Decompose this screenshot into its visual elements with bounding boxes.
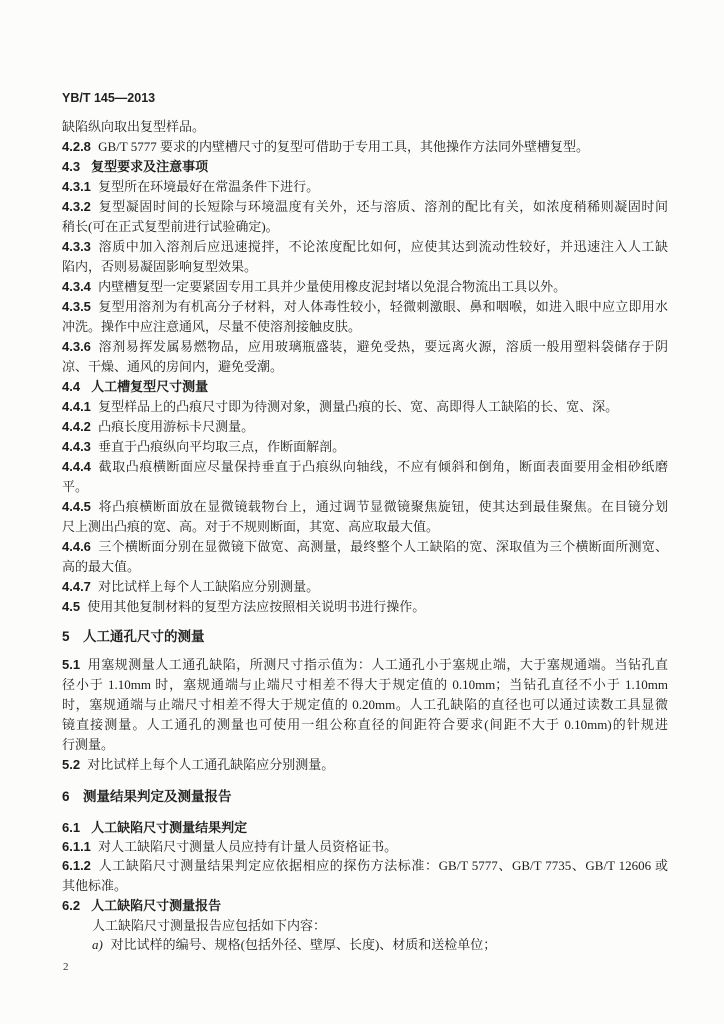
clause-text: 溶质中加入溶剂后应迅速搅拌，不论浓度配比如何，应使其达到流动性较好，并迅速注入人工缺 bbox=[98, 239, 668, 254]
clause-number: 6.1.2 bbox=[62, 858, 91, 873]
clause-number: 5.1 bbox=[62, 657, 81, 672]
heading-title: 复型要求及注意事项 bbox=[91, 159, 209, 174]
clause-4-4-4-line-2 bbox=[62, 477, 668, 497]
clause-6-1-1 bbox=[62, 837, 668, 857]
heading-number: 6 bbox=[62, 789, 70, 804]
clause-5-2 bbox=[62, 755, 668, 775]
heading-section-6 bbox=[62, 787, 668, 807]
clause-4-4-5-line-2 bbox=[62, 517, 668, 537]
heading-number: 5 bbox=[62, 629, 70, 644]
clause-4-4-6-line-1 bbox=[62, 537, 668, 557]
clause-text: 稍长(可在正式复型前进行试验确定)。 bbox=[62, 219, 279, 234]
clause-number: 4.4.1 bbox=[62, 399, 91, 414]
clause-text: 尺上测出凸痕的宽、高。对于不规则断面，其宽、高应取最大值。 bbox=[62, 519, 440, 534]
clause-text: 溶剂易挥发属易燃物品，应用玻璃瓶盛装，避免受热，要远离火源，溶质一般用塑料袋储存于阴 bbox=[98, 339, 668, 354]
clause-5-1-line-2 bbox=[62, 675, 668, 695]
clause-number: 6.1.1 bbox=[62, 839, 91, 854]
clause-text: 镜直接测量。人工通孔的测量也可使用一组公称直径的间距符合要求(间距不大于 0.10mm)的针规进 bbox=[62, 717, 668, 732]
clause-number: 4.4.7 bbox=[62, 579, 91, 594]
clause-4-5 bbox=[62, 597, 668, 617]
heading-number: 6.1 bbox=[62, 820, 81, 835]
clause-5-1-line-1 bbox=[62, 655, 668, 675]
list-item-label: a) bbox=[92, 937, 103, 952]
clause-4-3-1 bbox=[62, 177, 668, 197]
clause-4-4-4-line-1 bbox=[62, 457, 668, 477]
clause-4-4-3 bbox=[62, 437, 668, 457]
clause-text: 对比试样上每个人工通孔缺陷应分别测量。 bbox=[87, 757, 335, 772]
clause-text: 复型凝固时间的长短除与环境温度有关外，还与溶质、溶剂的配比有关，如浓度稍稀则凝固时间 bbox=[98, 199, 668, 214]
clause-text: 内壁槽复型一定要紧固专用工具并少量使用橡皮泥封堵以免混合物流出工具以外。 bbox=[98, 279, 567, 294]
clause-number: 4.3.3 bbox=[62, 239, 91, 254]
clause-6-1-2-line-1 bbox=[62, 856, 668, 876]
clause-text: 复型用溶剂为有机高分子材料，对人体毒性较小，轻微刺激眼、鼻和咽喉，如进入眼中应立即用水 bbox=[98, 299, 668, 314]
clause-text: 行测量。 bbox=[62, 737, 115, 752]
clause-number: 5.2 bbox=[62, 757, 81, 772]
clause-4-4-6-line-2 bbox=[62, 557, 668, 577]
clause-4-3-5-line-2 bbox=[62, 317, 668, 337]
clause-4-4-2 bbox=[62, 417, 668, 437]
heading-number: 4.3 bbox=[62, 159, 81, 174]
clause-text: 截取凸痕横断面应尽量保持垂直于凸痕纵向轴线，不应有倾斜和倒角，断面表面要用金相砂纸磨 bbox=[98, 459, 668, 474]
clause-number: 4.4.5 bbox=[62, 499, 91, 514]
clause-text: 凉、干燥、通风的房间内，避免受潮。 bbox=[62, 359, 284, 374]
clause-number: 4.3.2 bbox=[62, 199, 91, 214]
page-number: 2 bbox=[63, 961, 69, 973]
clause-5-1-line-4 bbox=[62, 715, 668, 735]
heading-title: 人工槽复型尺寸测量 bbox=[91, 379, 209, 394]
clause-text: 时，塞规通端与止端尺寸相差不得大于规定值的 0.20mm。人工孔缺陷的直径也可以通过读数工具显微 bbox=[62, 697, 668, 712]
continued-paragraph-line bbox=[62, 117, 668, 137]
clause-4-4-5-line-1 bbox=[62, 497, 668, 517]
clause-4-3-2-line-2 bbox=[62, 217, 668, 237]
heading-number: 4.4 bbox=[62, 379, 81, 394]
heading-6-2 bbox=[62, 896, 668, 916]
heading-number: 6.2 bbox=[62, 898, 81, 913]
clause-number: 4.3.5 bbox=[62, 299, 91, 314]
clause-number: 4.3.4 bbox=[62, 279, 91, 294]
clause-4-3-2-line-1 bbox=[62, 197, 668, 217]
clause-5-1-line-5 bbox=[62, 735, 668, 755]
heading-4-3 bbox=[62, 157, 668, 177]
report-contents-intro bbox=[92, 916, 668, 936]
clause-text: 径小于 1.10mm 时，塞规通端与止端尺寸相差不得大于规定值的 0.10mm；当钻孔直径不小于 1.10mm bbox=[62, 677, 668, 692]
clause-number: 4.4.2 bbox=[62, 419, 91, 434]
clause-4-3-6-line-1 bbox=[62, 337, 668, 357]
paragraph-text: 人工缺陷尺寸测量报告应包括如下内容： bbox=[92, 918, 327, 933]
clause-text: 平。 bbox=[62, 479, 89, 494]
clause-4-3-3-line-1 bbox=[62, 237, 668, 257]
clause-text: 其他标准。 bbox=[62, 878, 128, 893]
clause-text: GB/T 5777 要求的内壁槽尺寸的复型可借助于专用工具，其他操作方法同外壁槽复型。 bbox=[98, 139, 589, 154]
heading-title: 人工通孔尺寸的测量 bbox=[83, 629, 205, 644]
clause-number: 4.4.6 bbox=[62, 539, 91, 554]
clause-text: 冲洗。操作中应注意通风，尽量不使溶剂接触皮肤。 bbox=[62, 319, 362, 334]
list-item-a bbox=[92, 935, 668, 955]
clause-text: 人工缺陷尺寸测量结果判定应依据相应的探伤方法标准：GB/T 5777、GB/T 7735、GB/T 12606 或 bbox=[98, 858, 668, 873]
clause-text: 凸痕长度用游标卡尺测量。 bbox=[98, 419, 255, 434]
clause-text: 将凸痕横断面放在显微镜载物台上，通过调节显微镜聚焦旋钮，使其达到最佳聚焦。在目镜分划 bbox=[98, 499, 668, 514]
list-item-text: 对比试样的编号、规格(包括外径、壁厚、长度)、材质和送检单位； bbox=[110, 937, 497, 952]
heading-section-5 bbox=[62, 627, 668, 647]
clause-number: 4.4.4 bbox=[62, 459, 91, 474]
clause-text: 对比试样上每个人工缺陷应分别测量。 bbox=[98, 579, 320, 594]
clause-text: 对人工缺陷尺寸测量人员应持有计量人员资格证书。 bbox=[98, 839, 398, 854]
clause-4-3-6-line-2 bbox=[62, 357, 668, 377]
clause-text: 垂直于凸痕纵向平均取三点，作断面解剖。 bbox=[98, 439, 346, 454]
paragraph-text: 缺陷纵向取出复型样品。 bbox=[62, 119, 206, 134]
clause-5-1-line-3 bbox=[62, 695, 668, 715]
clause-number: 4.3.6 bbox=[62, 339, 91, 354]
clause-number: 4.3.1 bbox=[62, 179, 91, 194]
clause-6-1-2-line-2 bbox=[62, 876, 668, 896]
clause-number: 4.4.3 bbox=[62, 439, 91, 454]
heading-title: 人工缺陷尺寸测量结果判定 bbox=[91, 820, 248, 835]
clause-text: 用塞规测量人工通孔缺陷，所测尺寸指示值为：人工通孔小于塞规止端，大于塞规通端。当钻孔直 bbox=[87, 657, 668, 672]
clause-text: 复型所在环境最好在常温条件下进行。 bbox=[98, 179, 320, 194]
heading-title: 人工缺陷尺寸测量报告 bbox=[91, 898, 222, 913]
clause-4-4-7 bbox=[62, 577, 668, 597]
clause-text: 复型样品上的凸痕尺寸即为待测对象，测量凸痕的长、宽、高即得人工缺陷的长、宽、深。 bbox=[98, 399, 619, 414]
clause-4-2-8 bbox=[62, 137, 668, 157]
clause-number: 4.5 bbox=[62, 599, 81, 614]
heading-title: 测量结果判定及测量报告 bbox=[83, 789, 232, 804]
clause-text: 三个横断面分别在显微镜下做宽、高测量，最终整个人工缺陷的宽、深取值为三个横断面所测宽、 bbox=[98, 539, 668, 554]
clause-4-3-4 bbox=[62, 277, 668, 297]
heading-4-4 bbox=[62, 377, 668, 397]
clause-text: 使用其他复制材料的复型方法应按照相关说明书进行操作。 bbox=[87, 599, 426, 614]
clause-4-3-5-line-1 bbox=[62, 297, 668, 317]
standard-code-header: YB/T 145—2013 bbox=[62, 91, 156, 105]
clause-number: 4.2.8 bbox=[62, 139, 91, 154]
clause-4-3-3-line-2 bbox=[62, 257, 668, 277]
clause-4-4-1 bbox=[62, 397, 668, 417]
heading-6-1 bbox=[62, 818, 668, 838]
clause-text: 高的最大值。 bbox=[62, 559, 141, 574]
clause-text: 陷内，否则易凝固影响复型效果。 bbox=[62, 259, 258, 274]
